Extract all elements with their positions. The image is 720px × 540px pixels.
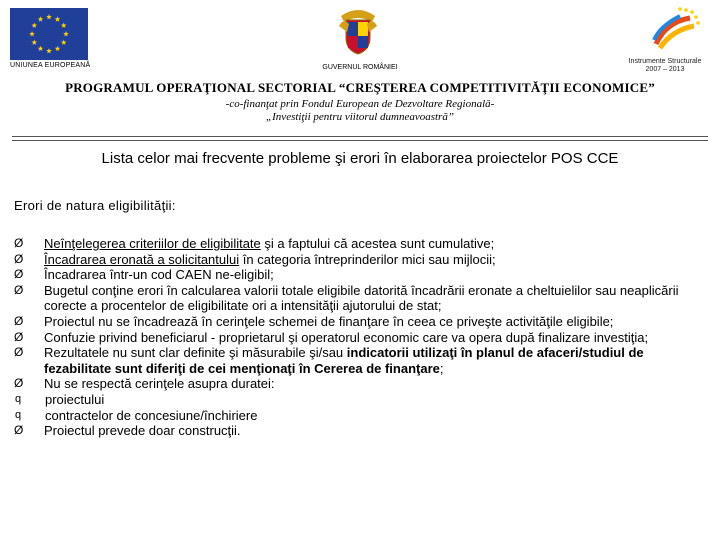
square-bullet-icon: q bbox=[15, 392, 22, 405]
gov-label: GUVERNUL ROMÂNIEI bbox=[322, 64, 398, 71]
list-item bbox=[14, 376, 704, 392]
arrow-bullet-icon: Ø bbox=[14, 251, 24, 266]
item-emphasis: Neînţelegerea criteriilor de eligibilitate bbox=[44, 236, 261, 251]
divider-top bbox=[12, 136, 708, 137]
item-text: Proiectul nu se încadrează în cerinţele schemei de finanţare în ceea ce priveşte activităţile eligibile; bbox=[44, 313, 614, 329]
errors-list bbox=[14, 236, 704, 439]
list-item bbox=[14, 314, 704, 330]
list-item bbox=[14, 392, 704, 408]
list-item bbox=[14, 423, 704, 439]
item-text: Rezultatele nu sunt clar definite şi măsurabile şi/sau bbox=[44, 345, 347, 361]
arrow-bullet-icon: Ø bbox=[14, 267, 24, 282]
list-item bbox=[14, 252, 704, 268]
header bbox=[0, 0, 720, 78]
arrow-bullet-icon: Ø bbox=[14, 313, 24, 328]
page-title: Lista celor mai frecvente probleme şi erori în elaborarea proiectelor POS CCE bbox=[101, 150, 619, 167]
item-text: în categoria întreprinderilor mici sau mijlocii; bbox=[239, 251, 496, 267]
arrow-bullet-icon: Ø bbox=[14, 345, 24, 360]
list-item bbox=[14, 283, 704, 314]
eu-label: UNIUNEA EUROPEANĂ bbox=[10, 62, 91, 69]
section-title: Erori de natura eligibilităţii: bbox=[14, 198, 176, 213]
item-text: şi a faptului că acestea sunt cumulative; bbox=[260, 236, 495, 251]
item-text: Confuzie privind beneficiarul - proprietarul şi operatorul economic care va opera după finalizare investiţia; bbox=[44, 329, 649, 345]
item-text: Bugetul conţine erori în calcularea valorii totale eligibile datorită încadrării eronate a cheltuielilor sau neaplicării corecte a procentelor de eligibilitate ori a intensităţii ajutorului de stat; bbox=[44, 282, 679, 314]
item-emphasis: indicatorii utilizaţi în planul de afaceri/studiul de fezabilitate sunt diferiţi de cei menţionaţi în Cererea de finanţare bbox=[44, 345, 644, 376]
program-title: PROGRAMUL OPERAŢIONAL SECTORIAL “CREŞTEREA COMPETITIVITĂŢII ECONOMICE” bbox=[65, 80, 655, 95]
item-text: proiectului bbox=[45, 391, 105, 407]
item-text: Proiectul prevede doar construcţii. bbox=[44, 423, 241, 439]
structural-instruments-logo-icon bbox=[646, 4, 702, 56]
list-item bbox=[14, 330, 704, 346]
program-subtitle: -co-finanţat prin Fondul European de Dezvoltare Regională- bbox=[225, 98, 495, 110]
arrow-bullet-icon: Ø bbox=[14, 236, 24, 250]
item-emphasis: Încadrarea eronată a solicitantului bbox=[44, 251, 240, 267]
divider-bottom bbox=[12, 140, 708, 141]
item-text: Încadrarea într-un cod CAEN ne-eligibil; bbox=[44, 267, 274, 283]
list-item bbox=[14, 345, 704, 376]
arrow-bullet-icon: Ø bbox=[14, 423, 24, 438]
program-block bbox=[0, 80, 720, 123]
arrow-bullet-icon: Ø bbox=[14, 329, 24, 344]
program-slogan: „Investiţii pentru viitorul dumneavoastră” bbox=[266, 111, 454, 123]
square-bullet-icon: q bbox=[15, 408, 22, 421]
item-text: contractelor de concesiune/închiriere bbox=[45, 407, 258, 423]
item-text: Nu se respectă cerinţele asupra duratei: bbox=[44, 376, 275, 392]
arrow-bullet-icon: Ø bbox=[14, 376, 24, 391]
structural-instruments-label bbox=[612, 58, 718, 74]
item-text-end: ; bbox=[439, 360, 444, 376]
struct-label-line1: Instrumente Structurale bbox=[628, 58, 702, 65]
eu-flag-svg bbox=[10, 8, 88, 60]
list-item bbox=[14, 408, 704, 424]
list-item bbox=[14, 267, 704, 283]
struct-label-line2: 2007 – 2013 bbox=[645, 66, 685, 73]
list-item bbox=[14, 236, 704, 252]
eu-flag-icon bbox=[10, 8, 88, 60]
romania-crest-icon bbox=[337, 6, 379, 56]
arrow-bullet-icon: Ø bbox=[14, 282, 24, 297]
